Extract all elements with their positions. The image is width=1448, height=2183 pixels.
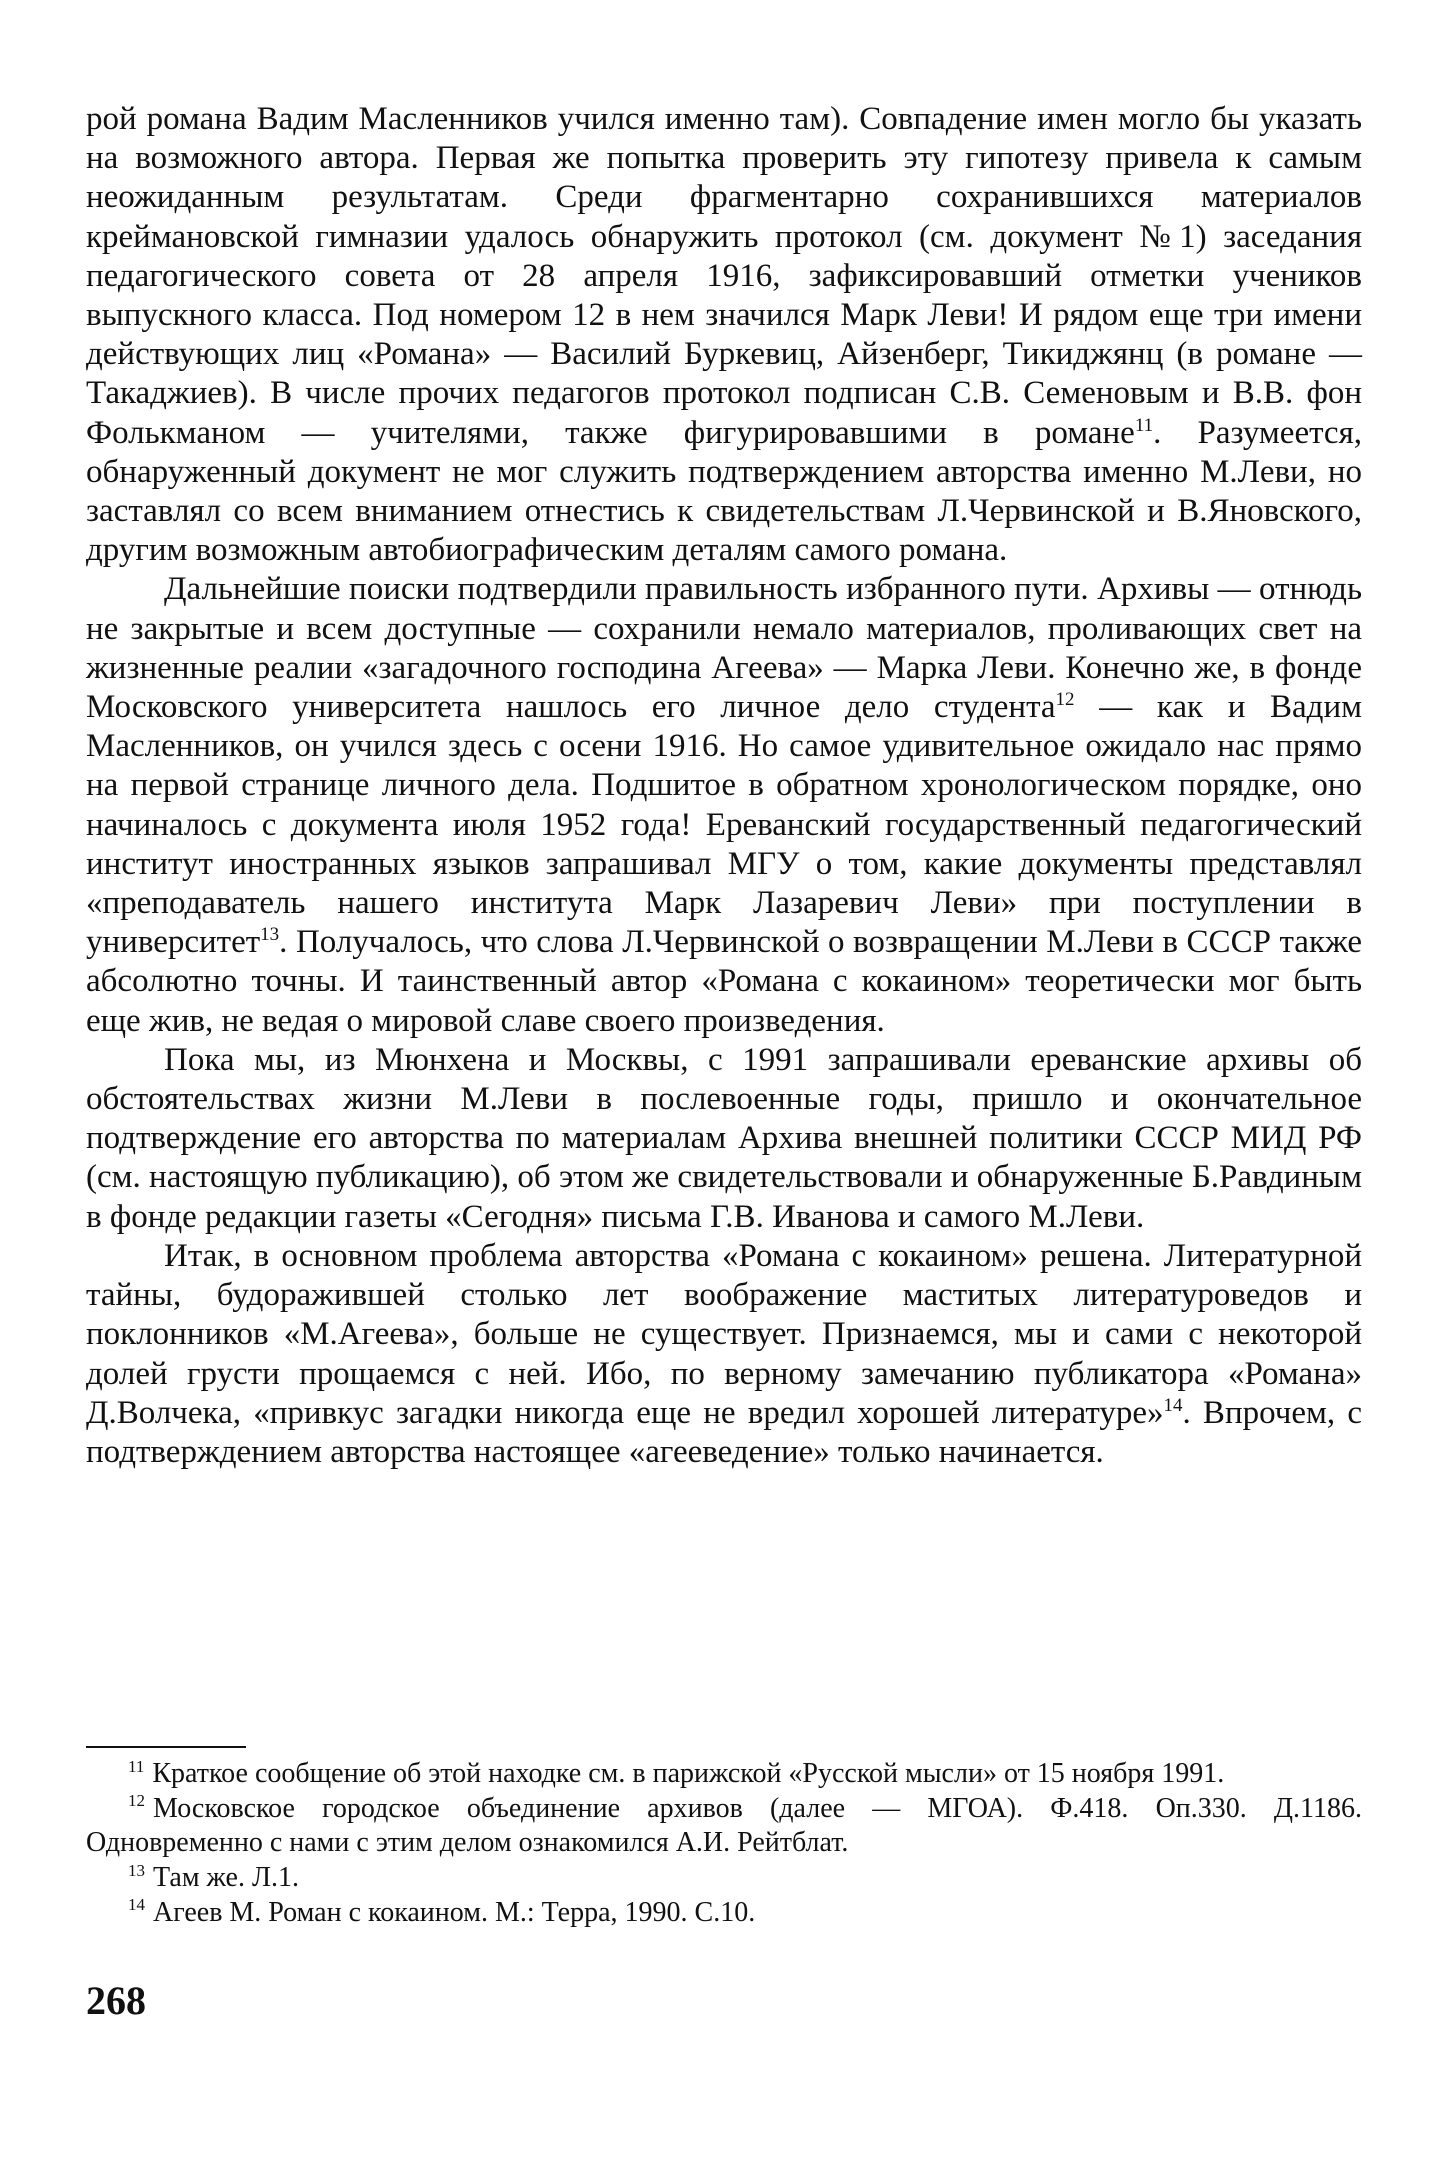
footnote-11 — [86, 1757, 1362, 1792]
footnote-ref-12: 12 — [1055, 689, 1075, 711]
paragraph-2-text-c: . Получалось, что слова Л.Червинской о возвращении М.Леви в СССР также абсолютно точны. И таинственный автор «Романа с кокаином» теоретически мог быть еще жив, не ведая о мировой славе своего произведения. — [86, 924, 1362, 1039]
main-text — [86, 100, 1362, 1472]
paragraph-4-text-b: . Впрочем, с подтверждением авторства настоящее «агееведение» только начинается. — [86, 1394, 1362, 1470]
footnote-text: Краткое сообщение об этой находке см. в парижской «Русской мысли» от 15 ноября 1991. — [152, 1758, 1225, 1789]
footnote-marker: 12 — [128, 1791, 145, 1811]
footnote-ref-11: 11 — [1134, 414, 1154, 436]
paragraph-1-text-b: . Разумеется, обнаруженный документ не мог служить подтверждением авторства именно М.Леви, но заставлял со всем вниманием отнестись к свидетельствам Л.Червинской и В.Яновского, другим возможным автобиографическим деталям самого романа. — [86, 414, 1362, 569]
page-number: 268 — [86, 1978, 146, 2023]
paragraph-2-text-b: — как и Вадим Масленников, он учился здесь с осени 1916. Но самое удивительное ожидало нас прямо на первой странице личного дела. Подшитое в обратном хронологическом порядке, оно начиналось с документа июля 1952 года! Ереванский государственный педагогический институт иностранных языков запрашивал МГУ о том, какие документы представлял «преподаватель нашего института Марк Лазаревич Леви» при поступлении в университет — [86, 689, 1362, 961]
footnote-12 — [86, 1792, 1362, 1861]
paragraph-2 — [86, 570, 1362, 1040]
footnote-divider — [86, 1746, 246, 1748]
paragraph-3 — [86, 1041, 1362, 1237]
footnote-14 — [86, 1896, 1362, 1931]
footnote-text: Там же. Л.1. — [153, 1862, 299, 1894]
footnote-marker: 14 — [128, 1895, 145, 1915]
footnote-marker: 13 — [128, 1860, 145, 1880]
footnote-ref-14: 14 — [1163, 1394, 1183, 1416]
paragraph-4 — [86, 1237, 1362, 1472]
paragraph-4-text-a: Итак, в основном проблема авторства «Романа с кокаином» решена. Литературной тайны, будоражившей столько лет воображение маститых литературоведов и поклонников «М.Агеева», больше не существует. Признаемся, мы и сами с некоторой долей грусти прощаемся с ней. Ибо, по верному замечанию публикатора «Романа» Д.Волчека, «привкус загадки никогда еще не вредил хорошей литературе» — [86, 1237, 1362, 1431]
paragraph-2-text-a: Дальнейшие поиски подтвердили правильность избранного пути. Архивы — отнюдь не закрытые и всем доступные — сохранили немало материалов, проливающих свет на жизненные реалии «загадочного господина Агеева» — Марка Леви. Конечно же, в фонде Московского университета нашлось его личное дело студента — [86, 571, 1362, 726]
footnotes — [86, 1757, 1362, 1931]
footnote-text: Агеев М. Роман с кокаином. М.: Терра, 1990. С.10. — [153, 1896, 756, 1928]
footnote-marker: 11 — [128, 1756, 145, 1776]
page-body — [86, 100, 1362, 1472]
footnote-ref-13: 13 — [260, 924, 280, 946]
paragraph-3-text: Пока мы, из Мюнхена и Москвы, с 1991 запрашивали ереванские архивы об обстоятельствах жизни М.Леви в послевоенные годы, пришло и окончательное подтверждение его авторства по материалам Архива внешней политики СССР МИД РФ (см. настоящую публикацию), об этом же свидетельствовали и обнаруженные Б.Равдиным в фонде редакции газеты «Сегодня» письма Г.В. Иванова и самого М.Леви. — [86, 1041, 1362, 1235]
footnote-13 — [86, 1861, 1362, 1896]
footnote-text: Московское городское объединение архивов (далее — МГОА). Ф.418. Оп.330. Д.1186. Одновременно с нами с этим делом ознакомился А.И. Рейтблат. — [86, 1792, 1362, 1859]
paragraph-1 — [86, 100, 1362, 570]
paragraph-1-text-a: рой романа Вадим Масленников учился именно там). Совпадение имен могло бы указать на возможного автора. Первая же попытка проверить эту гипотезу привела к самым неожиданным результатам. Среди фрагментарно сохранившихся материалов креймановской гимназии удалось обнаружить протокол (см. документ №1) заседания педагогического совета от 28 апреля 1916, зафиксировавший отметки учеников выпускного класса. Под номером 12 в нем значился Марк Леви! И рядом еще три имени действующих лиц «Романа» — Василий Буркевиц, Айзенберг, Тикиджянц (в романе — Такаджиев). В числе прочих педагогов протокол подписан С.В. Семеновым и В.В. фон Фолькманом — учителями, также фигурировавшими в романе — [86, 101, 1362, 451]
